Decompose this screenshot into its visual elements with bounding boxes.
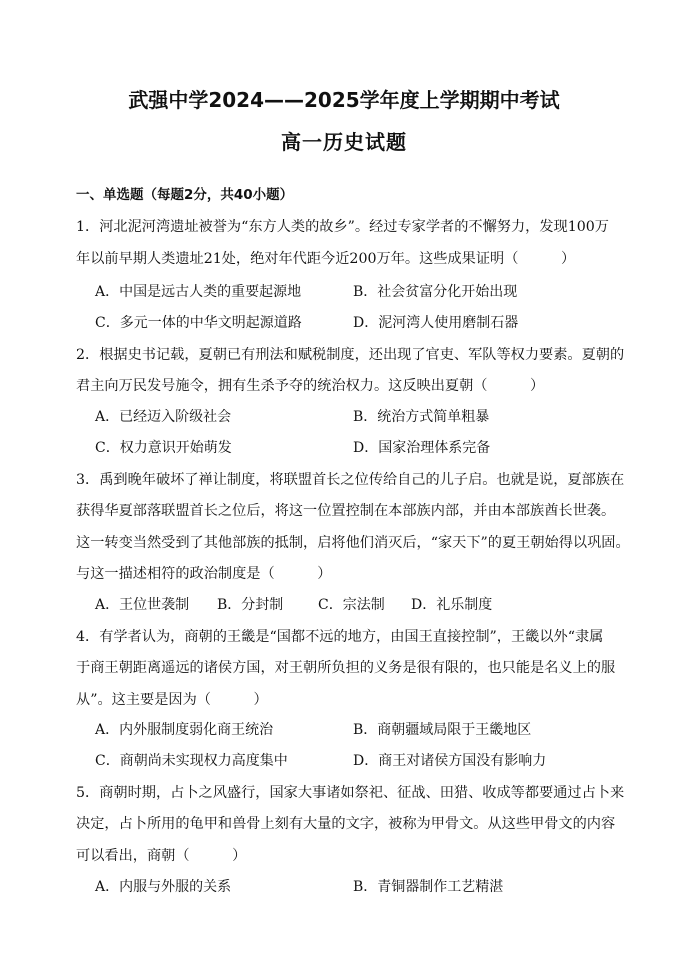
question-3-option-c: C．宗法制 <box>318 597 385 613</box>
question-1-option-d: D．泥河湾人使用磨制石器 <box>353 315 519 331</box>
question-5-line-3: 可以看出，商朝（ ） <box>76 848 247 864</box>
question-5-option-a: A．内服与外服的关系 <box>95 879 232 895</box>
question-1-option-c: C．多元一体的中华文明起源道路 <box>95 315 302 331</box>
question-4-option-b: B．商朝疆域局限于王畿地区 <box>353 722 532 738</box>
question-3-option-b: B．分封制 <box>217 597 284 613</box>
question-4-option-c: C．商朝尚未实现权力高度集中 <box>95 753 288 769</box>
question-1-option-b: B．社会贫富分化开始出现 <box>353 284 518 300</box>
question-3-option-d: D．礼乐制度 <box>411 597 493 613</box>
question-4-option-a: A．内外服制度弱化商王统治 <box>95 722 274 738</box>
question-4-line-3: 从”。这主要是因为（ ） <box>76 692 268 708</box>
question-3-line-2: 获得华夏部落联盟首长之位后，将这一位置控制在本部族内部，并由本部族酋长世袭。 <box>76 503 616 519</box>
question-2-option-d: D．国家治理体系完备 <box>353 440 491 456</box>
exam-title: 武强中学2024——2025学年度上学期期中考试 <box>128 88 560 112</box>
question-2-line-1: 2．根据史书记载，夏朝已有刑法和赋税制度，还出现了官吏、军队等权力要素。夏朝的 <box>76 347 625 363</box>
question-4-option-d: D．商王对诸侯方国没有影响力 <box>353 753 547 769</box>
question-2-option-b: B．统治方式简单粗暴 <box>353 409 490 425</box>
question-4-line-2: 于商王朝距离遥远的诸侯方国，对王朝所负担的义务是很有限的，也只能是名义上的服 <box>76 660 616 676</box>
question-3-line-4: 与这一描述相符的政治制度是（ ） <box>76 566 332 582</box>
question-2-option-a: A．已经迈入阶级社会 <box>95 409 232 425</box>
section-heading: 一、单选题（每题2分，共40小题） <box>76 187 294 203</box>
question-3-line-1: 3．禹到晚年破坏了禅让制度，将联盟首长之位传给自己的儿子启。也就是说，夏部族在 <box>76 472 625 488</box>
question-4-line-1: 4．有学者认为，商朝的王畿是“国都不远的地方，由国王直接控制”，王畿以外“隶属 <box>76 629 604 645</box>
question-2-option-c: C．权力意识开始萌发 <box>95 440 232 456</box>
question-1-line-2: 年以前早期人类遗址21处，绝对年代距今近200万年。这些成果证明（ ） <box>76 251 576 267</box>
question-3-option-a: A．王位世袭制 <box>95 597 190 613</box>
question-1-line-1: 1．河北泥河湾遗址被誉为“东方人类的故乡”。经过专家学者的不懈努力，发现100万 <box>76 219 609 235</box>
question-5-line-2: 决定，占卜所用的龟甲和兽骨上刻有大量的文字，被称为甲骨文。从这些甲骨文的内容 <box>76 816 616 832</box>
exam-subtitle: 高一历史试题 <box>281 130 407 154</box>
question-5-option-b: B．青铜器制作工艺精湛 <box>353 879 504 895</box>
question-5-line-1: 5．商朝时期，占卜之风盛行，国家大事诸如祭祀、征战、田猎、收成等都要通过占卜来 <box>76 785 625 801</box>
question-1-option-a: A．中国是远古人类的重要起源地 <box>95 284 302 300</box>
question-2-line-2: 君主向万民发号施令，拥有生杀予夺的统治权力。这反映出夏朝（ ） <box>76 378 545 394</box>
question-3-line-3: 这一转变当然受到了其他部族的抵制，启将他们消灭后，“家天下”的夏王朝始得以巩固。 <box>76 535 630 551</box>
